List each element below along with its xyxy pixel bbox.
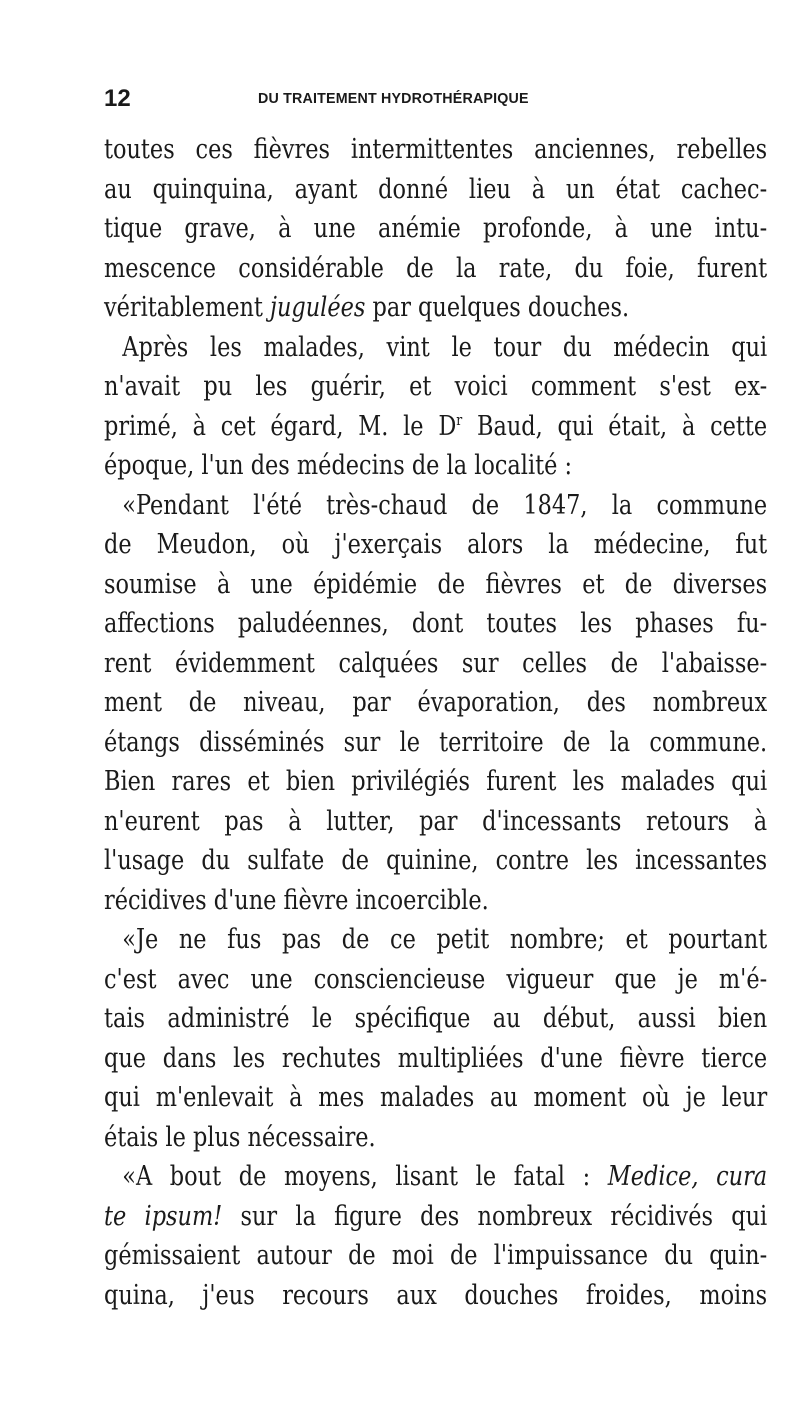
- page-number: 12: [104, 85, 131, 112]
- text-line: [104, 170, 767, 210]
- text-segment: étangs disséminés sur le territoire de la commune.: [104, 726, 768, 758]
- text-line: [104, 802, 767, 842]
- text-segment: quina, j'eus recours aux douches froides, moins: [104, 1279, 768, 1311]
- text-line: [104, 446, 654, 486]
- text-segment: gémissaient autour de moi de l'impuissance du quin-: [104, 1240, 768, 1271]
- text-line: [104, 407, 767, 447]
- text-segment: «A bout de moyens, lisant le fatal :: [122, 1161, 608, 1192]
- text-segment: véritablement: [104, 292, 271, 323]
- text-line: [104, 525, 767, 565]
- text-line: [104, 1197, 767, 1237]
- text-segment: «Pendant l'été très-chaud de 1847, la commune: [122, 489, 768, 521]
- body-text: [104, 130, 767, 1315]
- text-line: [104, 367, 767, 407]
- text-segment: n'avait pu les guérir, et voici comment s'est ex-: [104, 371, 768, 402]
- text-line: [104, 249, 767, 289]
- text-segment: «Je ne fus pas de ce petit nombre; et pourtant: [122, 924, 768, 955]
- italic-text: jugulées: [270, 292, 366, 323]
- text-line: [104, 1078, 767, 1118]
- text-segment: de Meudon, où j'exerçais alors la médecine, fut: [104, 529, 768, 560]
- text-line: [104, 841, 767, 881]
- running-head: [104, 84, 704, 114]
- text-segment: l'usage du sulfate de quinine, contre les incessantes: [104, 845, 768, 876]
- text-segment: époque, l'un des médecins de la localité :: [104, 450, 573, 481]
- text-segment: primé, à cet égard, M. le D: [104, 410, 457, 442]
- text-line: [104, 486, 767, 526]
- text-line: [104, 999, 767, 1039]
- text-segment: que dans les rechutes multipliées d'une fièvre tierce: [104, 1042, 768, 1074]
- text-segment: qui m'enlevait à mes malades au moment où je leur: [104, 1082, 768, 1113]
- italic-text: Medice, cura: [607, 1161, 768, 1192]
- italic-text: te ipsum!: [104, 1200, 223, 1232]
- text-segment: soumise à une épidémie de fièvres et de diverses: [104, 568, 768, 600]
- text-segment: Baud, qui était, à cette: [462, 410, 768, 442]
- text-line: [104, 1276, 767, 1316]
- text-line: [104, 130, 767, 170]
- text-line: [104, 1236, 767, 1276]
- text-segment: affections paludéennes, dont toutes les phases fu-: [104, 608, 768, 639]
- text-line: [104, 723, 767, 763]
- text-line: [104, 209, 767, 249]
- text-line: [104, 683, 767, 723]
- text-segment: Bien rares et bien privilégiés furent les malades qui: [104, 766, 768, 797]
- text-segment: mescence considérable de la rate, du foie, furent: [104, 252, 768, 284]
- text-segment: tique grave, à une anémie profonde, à une intu-: [104, 213, 768, 244]
- text-segment: au quinquina, ayant donné lieu à un état cachec-: [104, 173, 768, 205]
- text-line: [104, 1157, 767, 1197]
- text-line: [104, 881, 654, 921]
- text-segment: par quelques douches.: [365, 292, 630, 323]
- text-segment: tais administré le spécifique au début, aussi bien: [104, 1003, 768, 1034]
- text-line: [104, 328, 767, 368]
- text-segment: Après les malades, vint le tour du médecin qui: [122, 331, 768, 363]
- text-line: [104, 762, 767, 802]
- text-line: [104, 960, 767, 1000]
- text-line: [104, 565, 767, 605]
- text-line: [104, 1039, 767, 1079]
- text-segment: n'eurent pas à lutter, par d'incessants retours à: [104, 805, 768, 837]
- text-segment: toutes ces fièvres intermittentes anciennes, rebelles: [104, 134, 768, 165]
- text-segment: rent évidemment calquées sur celles de l'abaisse-: [104, 647, 768, 679]
- text-line: [104, 920, 767, 960]
- running-title: DU TRAITEMENT HYDROTHÉRAPIQUE: [258, 90, 529, 107]
- text-line: [104, 644, 767, 684]
- superscript-text: r: [456, 410, 463, 429]
- text-segment: étais le plus nécessaire.: [104, 1121, 376, 1153]
- text-line: [104, 288, 654, 328]
- text-segment: ment de niveau, par évaporation, des nombreux: [104, 687, 768, 718]
- text-segment: récidives d'une fièvre incoercible.: [104, 884, 489, 916]
- text-segment: sur la figure des nombreux récidivés qui: [222, 1200, 768, 1232]
- text-line: [104, 604, 767, 644]
- text-segment: c'est avec une consciencieuse vigueur que je m'é-: [104, 963, 768, 995]
- text-line: [104, 1118, 654, 1158]
